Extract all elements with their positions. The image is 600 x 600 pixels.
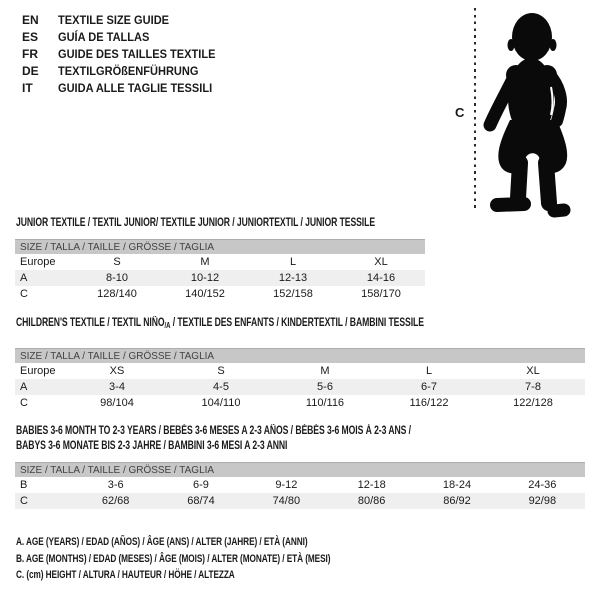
table-cell: 8-10 [105,272,129,284]
title-subscript: /A [164,321,171,330]
table-cell: 92/98 [528,495,557,507]
table-cell: XS [109,365,125,377]
language-code: ES [22,30,39,44]
table-cell: 158/170 [361,288,401,300]
language-guide-title: GUIDE DES TAILLES TEXTILE [58,47,216,61]
table-header-text: SIZE / TALLA / TAILLE / GRÖSSE / TAGLIA [20,464,215,476]
row-label: A [20,381,28,393]
row-label: B [20,479,28,491]
section-title-text: BABYS 3-6 MONATE BIS 2-3 JAHRE / BAMBINI 3-6 MESI A 2-3 ANNI [16,440,288,452]
table-cell: 4-5 [213,381,229,393]
table-header-text: SIZE / TALLA / TAILLE / GRÖSSE / TAGLIA [20,350,215,362]
language-guide-title: TEXTILE SIZE GUIDE [58,13,170,27]
table-header-bar [15,462,585,477]
table-cell: 3-4 [109,381,125,393]
table-row [15,286,425,302]
legend-line-c [16,567,435,584]
table-cell: L [425,365,433,377]
row-label: C [20,397,28,409]
language-code: FR [22,47,38,61]
height-measure-label: C [455,105,465,120]
table-cell: 74/80 [272,495,301,507]
table-cell: 24-36 [528,479,557,491]
height-measure-dotted-line [474,8,476,210]
table-row [15,379,585,395]
table-row [15,477,585,493]
table-header-bar [15,348,585,363]
table-cell: M [200,256,210,268]
table-cell: S [113,256,121,268]
language-code: EN [22,13,39,27]
table-cell: 80/86 [357,495,386,507]
section-title-junior [16,216,495,231]
babies-size-table [15,462,585,509]
title-part: / TEXTILE DES ENFANTS / KINDERTEXTIL / BAMBINI TESSILE [170,317,424,329]
section-title-babies [16,424,543,454]
language-row [22,46,229,63]
junior-size-table [15,239,425,302]
legend-line-b [16,551,435,568]
table-cell: 86/92 [443,495,471,507]
title-part: CHILDREN'S TEXTILE / TEXTIL NIÑO [16,317,165,329]
baby-silhouette-icon [480,5,600,220]
table-row [15,395,585,411]
table-cell: 14-16 [366,272,396,284]
table-cell: XL [374,256,388,268]
table-cell: S [217,365,225,377]
table-cell: 6-7 [421,381,437,393]
language-guide-title: GUÍA DE TALLAS [58,30,150,44]
legend-line-a [16,534,435,551]
table-row [15,254,425,270]
table-cell: 6-9 [193,479,209,491]
table-cell: 110/116 [305,397,345,409]
table-cell: 9-12 [275,479,298,491]
children-size-table [15,348,585,411]
language-guide-title: TEXTILGRÖßENFÜHRUNG [58,64,199,78]
table-cell: XL [526,365,540,377]
table-cell: 116/122 [409,397,449,409]
table-row [15,363,585,379]
row-label: Europe [20,365,56,377]
section-title-children [16,316,560,333]
language-code: DE [22,64,39,78]
table-cell: L [289,256,297,268]
table-cell: 122/128 [513,397,553,409]
row-label: C [20,288,28,300]
row-label: C [20,495,28,507]
table-cell: 98/104 [100,397,134,409]
section-title-text: BABIES 3-6 MONTH TO 2-3 YEARS / BEBÉS 3-6 MESES A 2-3 AÑOS / BÉBÉS 3-6 MOIS À 2-3 ANS / [16,425,411,437]
table-header-text: SIZE / TALLA / TAILLE / GRÖSSE / TAGLIA [20,241,215,253]
language-row [22,29,229,46]
section-title-text: JUNIOR TEXTILE / TEXTIL JUNIOR/ TEXTILE JUNIOR / JUNIORTEXTIL / JUNIOR TESSILE [16,217,376,229]
row-label: A [20,272,28,284]
table-cell: 62/68 [101,495,130,507]
table-cell: 18-24 [442,479,472,491]
table-cell: 7-8 [525,381,541,393]
table-cell: 140/152 [185,288,225,300]
language-code: IT [22,81,33,95]
language-guide-title: GUIDA ALLE TAGLIE TESSILI [58,81,213,95]
table-cell: 152/158 [273,288,313,300]
table-cell: M [320,365,330,377]
table-cell: 10-12 [190,272,220,284]
table-cell: 128/140 [97,288,137,300]
table-row [15,493,585,509]
table-row [15,270,425,286]
table-cell: 68/74 [187,495,215,507]
language-row [22,80,229,97]
legend [16,534,435,584]
legend-text: C. (cm) HEIGHT / ALTURA / HAUTEUR / HÖHE / ALTEZZA [16,569,235,581]
table-cell: 3-6 [107,479,124,491]
language-row [22,12,229,29]
row-label: Europe [20,256,56,268]
language-guide [22,12,229,97]
table-cell: 12-13 [278,272,308,284]
legend-text: A. AGE (YEARS) / EDAD (AÑOS) / ÂGE (ANS) / ALTER (JAHRE) / ETÀ (ANNI) [16,536,308,548]
language-row [22,63,229,80]
table-header-bar [15,239,425,254]
table-cell: 5-6 [317,381,333,393]
legend-text: B. AGE (MONTHS) / EDAD (MESES) / ÂGE (MOIS) / ALTER (MONATE) / ETÀ (MESI) [16,552,331,565]
section-title-text [16,316,424,333]
table-cell: 12-18 [357,479,386,491]
table-cell: 104/110 [201,397,241,409]
